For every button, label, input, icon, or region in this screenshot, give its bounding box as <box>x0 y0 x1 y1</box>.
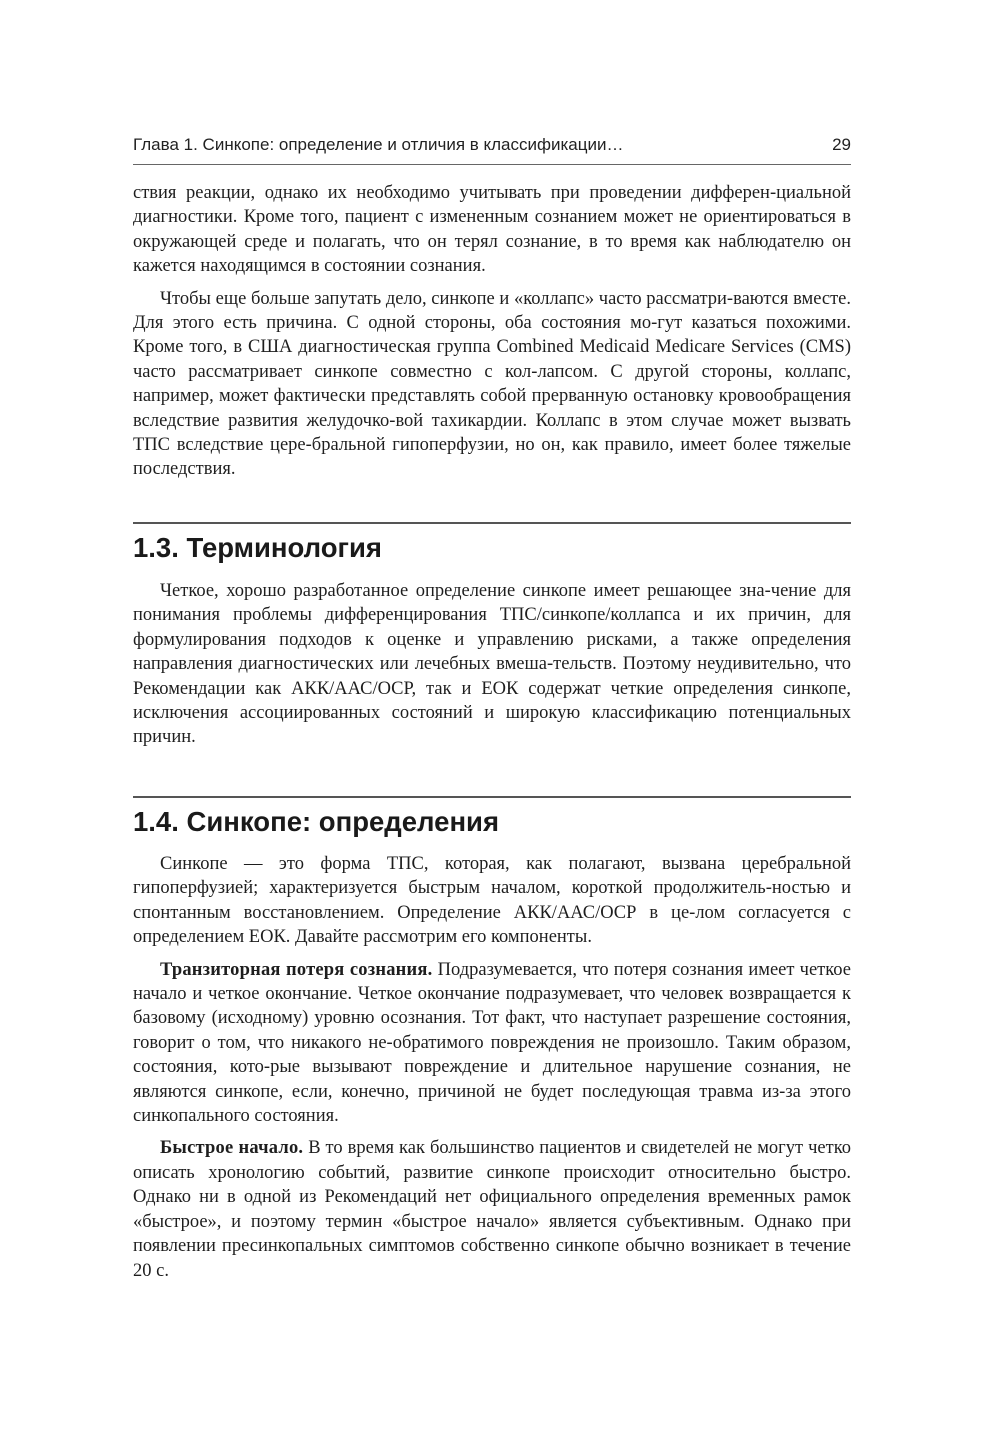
page-number: 29 <box>832 135 851 154</box>
paragraph: Синкопе — это форма ТПС, которая, как полагают, вызвана церебральной гипоперфузией; характеризуется быстрым началом, короткой продолжитель-ностью и спонтанным восстановлением. Определение АКК/ААС/ОСР в це-лом согласуется с определением ЕОК. Давайте рассмотрим его компоненты. <box>133 854 851 948</box>
chapter-title: Глава 1. Синкопе: определение и отличия в классификации… <box>133 135 624 154</box>
intro-text <box>133 181 851 482</box>
header-rule <box>133 164 851 165</box>
definitions-text <box>133 852 851 1283</box>
paragraph <box>133 1136 851 1282</box>
paragraph: Четкое, хорошо разработанное определение синкопе имеет решающее зна-чение для понимания проблемы дифференцирования ТПС/синкопе/коллапса и их причин, для формулирования подходов к оценке и управлению рисками, а также определения направления диагностических или лечебных вмеша-тельств. Поэтому неудивительно, что Рекомендации как АКК/ААС/ОСР, так и ЕОК содержат четкие определения синкопе, исключения ассоциированных состояний и широкую классификацию потенциальных причин. <box>133 581 851 748</box>
terminology-text <box>133 579 851 750</box>
paragraph-lead: Транзиторная потеря сознания. <box>160 959 433 980</box>
section-rule <box>133 522 851 524</box>
paragraph-lead: Быстрое начало. <box>160 1138 304 1159</box>
section-heading-terminology: 1.3. Терминология <box>133 532 382 563</box>
paragraph-body: Подразумевается, что потеря сознания имеет четкое начало и четкое окончание. Четкое окончание подразумевает, что человек возвращается к базовому (исходному) уровню осознания. Тот факт, что наступает разрешение состояния, говорит о том, что никакого не-обратимого повреждения не произошло. Таким образом, состояния, кото-рые вызывают повреждение и длительное нарушение сознания, не являются синкопе, если, конечно, причиной не будет последующая травма из-за этого синкопального состояния. <box>133 959 851 1127</box>
paragraph-body: В то время как большинство пациентов и свидетелей не могут четко описать хронологию событий, развитие синкопе происходит относительно быстро. Однако ни в одной из Рекомендаций нет официального определения временных рамок «быстрое», и поэтому термин «быстрое начало» является субъективным. Однако при появлении пресинкопальных симптомов собственно синкопе обычно возникает в течение 20 с. <box>133 1138 851 1281</box>
section-heading-definitions: 1.4. Синкопе: определения <box>133 806 499 837</box>
section-rule <box>133 796 851 798</box>
paragraph: ствия реакции, однако их необходимо учитывать при проведении дифферен-циальной диагностики. Кроме того, пациент с измененным сознанием может не ориентироваться в окружающей среде и полагать, что он терял сознание, в то время как наблюдателю он кажется находящимся в состоянии сознания. <box>133 183 851 277</box>
paragraph: Чтобы еще больше запутать дело, синкопе и «коллапс» часто рассматри-ваются вместе. Для этого есть причина. С одной стороны, оба состояния мо-гут казаться похожими. Кроме того, в США диагностическая группа Combined Medicaid Medicare Services (CMS) часто рассматривает синкопе совместно с кол-лапсом. С другой стороны, коллапс, например, может фактически представлять собой прерванную остановку кровообращения вследствие развития желудочко-вой тахикардии. Коллапс в этом случае может вызвать ТПС вследствие цере-бральной гипоперфузии, но он, как правило, имеет более тяжелые последствия. <box>133 288 851 480</box>
paragraph <box>133 958 851 1129</box>
